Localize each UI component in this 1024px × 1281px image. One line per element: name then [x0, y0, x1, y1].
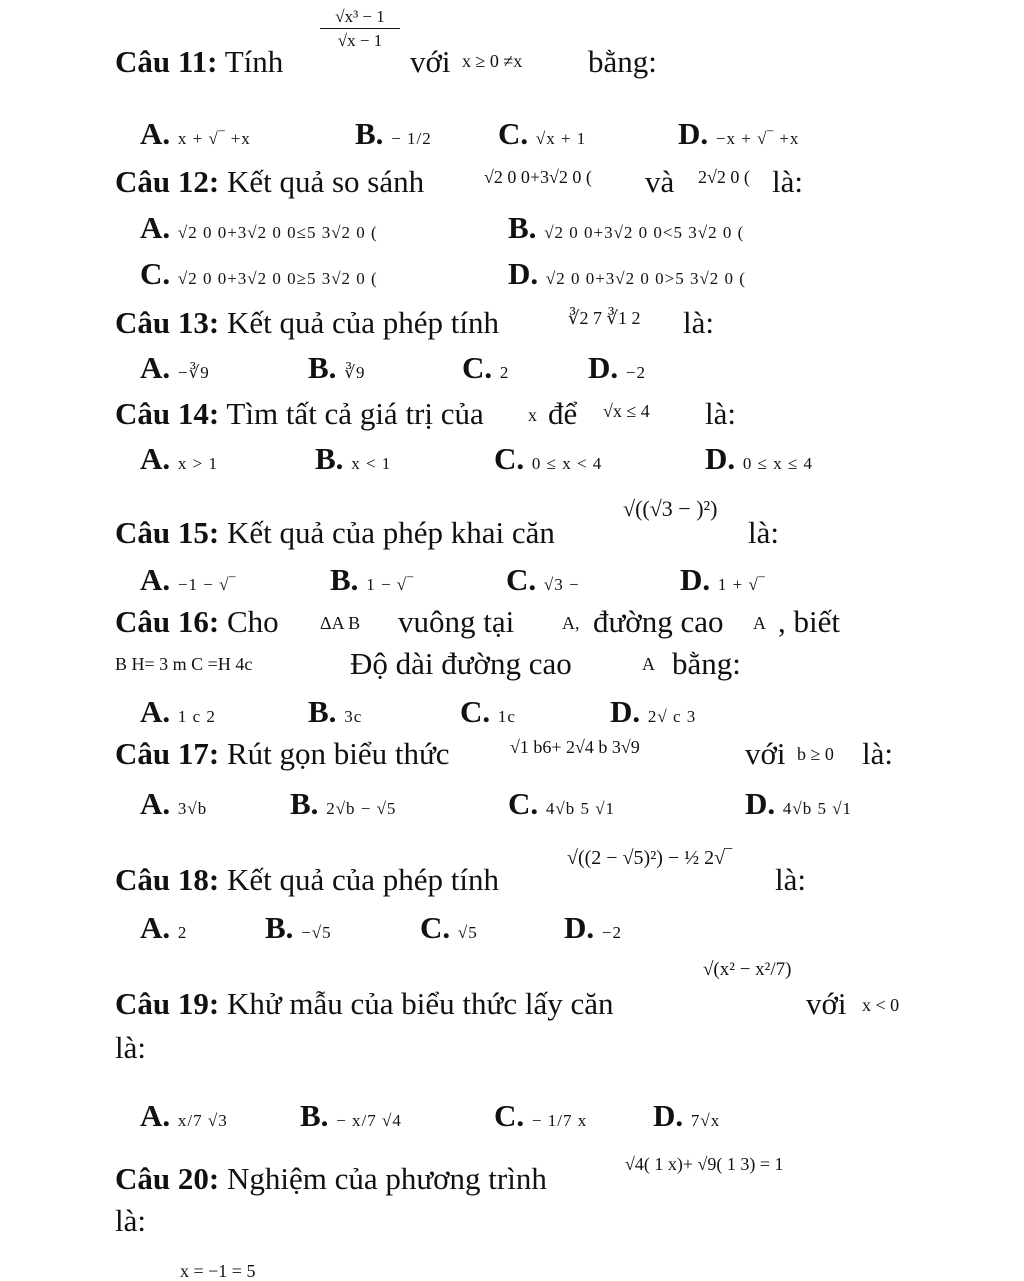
q19-condition: x < 0 — [862, 995, 900, 1015]
q12-expr2: 2√2 0 ( — [698, 167, 750, 187]
q16-option-a: A. 1 c 2 — [140, 694, 216, 729]
q14-option-d: D. 0 ≤ x ≤ 4 — [705, 441, 814, 476]
q13-label: Câu 13: — [115, 305, 220, 340]
q17-expr: √1 b6+ 2√4 b 3√9 — [510, 737, 640, 757]
q19-line2: là: — [115, 1030, 146, 1065]
q19-option-c: C. − 1/7 x — [494, 1098, 588, 1133]
q19-option-d: D. 7√x — [653, 1098, 721, 1133]
q19-option-a: A. x/7 √3 — [140, 1098, 228, 1133]
q14-var: x — [528, 405, 537, 425]
q15-text: Kết quả của phép khai căn — [226, 515, 555, 550]
question-16 — [115, 606, 279, 637]
q16-line2-text: Độ dài đường cao — [350, 646, 572, 681]
q18-option-c: C. √5 — [420, 910, 478, 945]
q16-option-d: D. 2√ c 3 — [610, 694, 697, 729]
q20-line2: là: — [115, 1203, 146, 1238]
q14-text: Tìm tất cả giá trị của — [226, 396, 484, 431]
q15-label: Câu 15: — [115, 515, 220, 550]
q19-label: Câu 19: — [115, 986, 220, 1021]
q16-altitude: A — [753, 613, 766, 633]
q12-and: và — [645, 164, 675, 199]
q17-label: Câu 17: — [115, 736, 220, 771]
q17-option-d: D. 4√b 5 √1 — [745, 786, 853, 821]
q17-text: Rút gọn biểu thức — [226, 736, 450, 771]
q14-option-a: A. x > 1 — [140, 441, 218, 476]
q16-text2: vuông tại — [398, 604, 515, 639]
q16-point: A, — [562, 613, 580, 633]
q11-label: Câu 11: — [115, 44, 218, 79]
q19-text: Khử mẫu của biểu thức lấy căn — [226, 986, 614, 1021]
q16-option-b: B. 3c — [308, 694, 363, 729]
q11-option-c: C. √x + 1 — [498, 116, 587, 151]
q14-expr: √x ≤ 4 — [603, 401, 650, 421]
q13-expr: ∛2 7 ∛1 2 — [568, 308, 641, 328]
q16-text3: đường cao — [593, 604, 724, 639]
question-19 — [115, 988, 613, 1019]
question-14 — [115, 398, 484, 429]
q17-option-c: C. 4√b 5 √1 — [508, 786, 616, 821]
q16-line2-var: A — [642, 654, 655, 674]
q15-option-c: C. √3 − — [506, 562, 580, 597]
q14-tail: là: — [705, 396, 736, 431]
q18-option-a: A. 2 — [140, 910, 188, 945]
q13-tail: là: — [683, 305, 714, 340]
question-11 — [115, 46, 283, 77]
q16-text: Cho — [226, 604, 279, 639]
q11-frac-den: √x − 1 — [337, 31, 383, 50]
q20-expr: √4( 1 x)+ √9( 1 3) = 1 — [625, 1154, 784, 1174]
q17-option-a: A. 3√b — [140, 786, 208, 821]
q12-option-a: A. √2 0 0+3√2 0 0≤5 3√2 0 ( — [140, 210, 378, 245]
q17-tail: là: — [862, 736, 893, 771]
q11-with: với — [410, 44, 451, 79]
q16-triangle: ΔA B — [320, 613, 361, 633]
q18-expr: √((2 − √5)²) − ½ 2√‾ — [567, 847, 732, 869]
q18-tail: là: — [775, 862, 806, 897]
q20-text: Nghiệm của phương trình — [226, 1161, 547, 1196]
q19-option-b: B. − x/7 √4 — [300, 1098, 402, 1133]
q11-option-a: A. x + √‾ +x — [140, 116, 251, 151]
q14-option-c: C. 0 ≤ x < 4 — [494, 441, 603, 476]
q20-label: Câu 20: — [115, 1161, 220, 1196]
q14-text2: để — [548, 396, 578, 431]
q17-condition: b ≥ 0 — [797, 744, 834, 764]
q12-text: Kết quả so sánh — [226, 164, 425, 199]
q15-option-a: A. −1 − √‾ — [140, 562, 237, 597]
q12-label: Câu 12: — [115, 164, 220, 199]
q17-with: với — [745, 736, 786, 771]
q15-tail: là: — [748, 515, 779, 550]
q11-condition: x ≥ 0 ≠x — [462, 51, 523, 71]
q18-option-d: D. −2 — [564, 910, 622, 945]
q11-text: Tính — [224, 44, 284, 79]
q12-tail: là: — [772, 164, 803, 199]
question-15 — [115, 517, 555, 548]
q16-label: Câu 16: — [115, 604, 220, 639]
q15-option-d: D. 1 + √‾ — [680, 562, 766, 597]
q19-expr: √(x² − x²/7) — [703, 959, 792, 980]
q13-text: Kết quả của phép tính — [226, 305, 499, 340]
q15-expr: √((√3 − )²) — [623, 496, 718, 521]
q15-option-b: B. 1 − √‾ — [330, 562, 414, 597]
q18-text: Kết quả của phép tính — [226, 862, 499, 897]
q11-option-d: D. −x + √‾ +x — [678, 116, 800, 151]
question-20 — [115, 1163, 547, 1194]
q12-expr1: √2 0 0+3√2 0 ( — [484, 167, 592, 187]
q16-line2-tail: bằng: — [672, 646, 741, 681]
q13-option-c: C. 2 — [462, 350, 510, 385]
q16-text4: , biết — [778, 604, 840, 639]
q17-option-b: B. 2√b − √5 — [290, 786, 397, 821]
q18-option-b: B. −√5 — [265, 910, 332, 945]
q12-option-c: C. √2 0 0+3√2 0 0≥5 3√2 0 ( — [140, 256, 378, 291]
q20-partial-options: x = −1 = 5 — [180, 1261, 256, 1281]
q12-option-b: B. √2 0 0+3√2 0 0<5 3√2 0 ( — [508, 210, 745, 245]
q14-option-b: B. x < 1 — [315, 441, 392, 476]
q16-given: B H= 3 m C =H 4c — [115, 654, 253, 674]
q13-option-b: B. ∛9 — [308, 350, 366, 385]
question-18 — [115, 864, 499, 895]
q11-tail: bằng: — [588, 44, 657, 79]
q13-option-a: A. −∛9 — [140, 350, 210, 385]
question-13 — [115, 307, 499, 338]
q11-fraction — [320, 8, 400, 49]
q11-frac-num: √x³ − 1 — [335, 7, 385, 26]
q13-option-d: D. −2 — [588, 350, 646, 385]
q19-with: với — [806, 986, 847, 1021]
question-17 — [115, 738, 450, 769]
q12-option-d: D. √2 0 0+3√2 0 0>5 3√2 0 ( — [508, 256, 746, 291]
q18-label: Câu 18: — [115, 862, 220, 897]
q16-option-c: C. 1c — [460, 694, 516, 729]
q11-option-b: B. − 1/2 — [355, 116, 432, 151]
question-12 — [115, 166, 424, 197]
q14-label: Câu 14: — [115, 396, 220, 431]
